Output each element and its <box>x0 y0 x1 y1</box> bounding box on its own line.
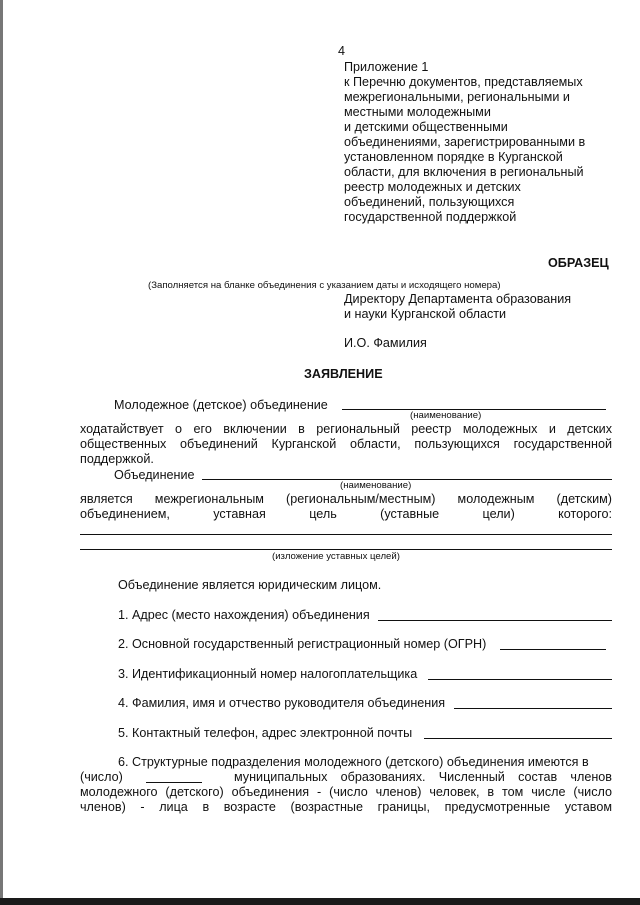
petition-line: ходатайствует о его включении в региональный реестр молодежных и детских <box>80 422 612 436</box>
legal-entity-text: Объединение является юридическим лицом. <box>118 578 382 592</box>
municipalities-count-field[interactable] <box>146 782 202 783</box>
appendix-line: области, для включения в региональный <box>344 165 584 179</box>
ogrn-field[interactable] <box>500 649 606 650</box>
petition-line: общественных объединений Курганской области, пользующихся государственной <box>80 437 612 451</box>
contacts-field[interactable] <box>424 738 612 739</box>
appendix-line: к Перечню документов, представляемых <box>344 75 583 89</box>
item-contacts: 5. Контактный телефон, адрес электронной почты <box>118 726 413 740</box>
item6-line2: муниципальных образованиях. Численный состав членов <box>234 770 612 784</box>
scan-bottom-edge <box>0 898 640 905</box>
inn-field[interactable] <box>428 679 612 680</box>
item-address: 1. Адрес (место нахождения) объединения <box>118 608 370 622</box>
name-hint: (наименование) <box>410 410 482 421</box>
type-line: является межрегиональным (региональным/местным) молодежным (детским) <box>80 492 612 506</box>
item6-line1: 6. Структурные подразделения молодежного (детского) объединения имеются в <box>118 755 589 769</box>
type-line: объединением, уставная цель (уставные цели) которого: <box>80 507 612 521</box>
appendix-line: и детскими общественными <box>344 120 508 134</box>
appendix-line: объединениями, зарегистрированными в <box>344 135 586 149</box>
appendix-line: местными молодежными <box>344 105 491 119</box>
appendix-line: реестр молодежных и детских <box>344 180 521 194</box>
name-hint-2: (наименование) <box>340 480 412 491</box>
appendix-line: межрегиональными, региональными и <box>344 90 570 104</box>
appendix-line: установленном порядке в Курганской <box>344 150 563 164</box>
item-inn: 3. Идентификационный номер налогоплательщика <box>118 667 418 681</box>
item-head-name: 4. Фамилия, имя и отчество руководителя объединения <box>118 696 446 710</box>
head-name-field[interactable] <box>454 708 612 709</box>
org-label-2: Объединение <box>114 468 195 482</box>
item6-line4: членов) - лица в возрасте (возрастные границы, предусмотренные уставом <box>80 800 612 814</box>
appendix-line: государственной поддержкой <box>344 210 517 224</box>
scan-edge <box>0 0 3 905</box>
addressee-line1: Директору Департамента образования <box>344 292 572 306</box>
org-label: Молодежное (детское) объединение <box>114 398 328 412</box>
item6-line3: молодежного (детского) объединения - (число членов) человек, в том числе (число <box>80 785 612 799</box>
appendix-title: Приложение 1 <box>344 60 429 74</box>
goals-field-line[interactable] <box>80 534 612 535</box>
goals-field-line[interactable] <box>80 549 612 550</box>
sample-label: ОБРАЗЕЦ <box>548 256 609 270</box>
fill-note: (Заполняется на бланке объединения с указанием даты и исходящего номера) <box>148 280 501 291</box>
document-heading: ЗАЯВЛЕНИЕ <box>304 367 383 381</box>
page-number: 4 <box>338 44 346 58</box>
appendix-line: объединений, пользующихся <box>344 195 515 209</box>
item-ogrn: 2. Основной государственный регистрационный номер (ОГРН) <box>118 637 487 651</box>
item6-count-label: (число) <box>80 770 123 784</box>
address-field[interactable] <box>378 620 612 621</box>
petition-line: поддержкой. <box>80 452 154 466</box>
addressee-name: И.О. Фамилия <box>344 336 427 350</box>
addressee-line2: и науки Курганской области <box>344 307 507 321</box>
goals-hint: (изложение уставных целей) <box>272 551 400 562</box>
